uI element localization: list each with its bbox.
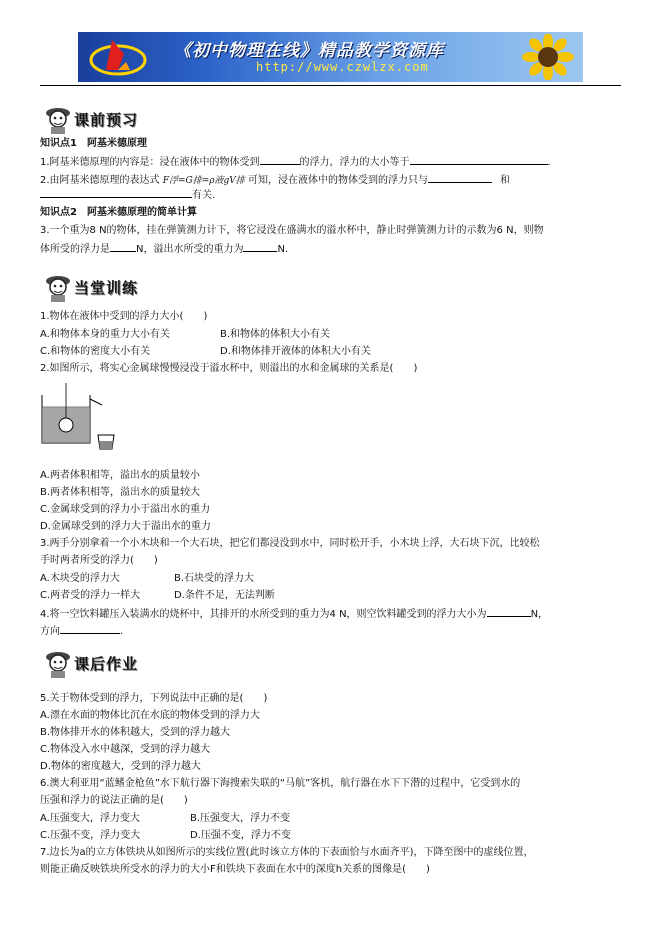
banner-title: 《初中物理在线》精品教学资源库 [174,41,444,61]
c2-option-a[interactable]: A.两者体积相等，溢出水的质量较小 [40,470,200,481]
header-rule [40,85,621,86]
q1-text-a: 1.阿基米德原理的内容是：浸在液体中的物体受到 [40,157,260,168]
q3-text-c: N，溢出水所受的重力为 [136,244,244,255]
c2: 2.如图所示，将实心金属球慢慢浸没于溢水杯中，则溢出的水和金属球的关系是( ) [40,363,418,374]
c3-option-c[interactable]: C.两者受的浮力一样大 [40,590,141,601]
h7-line-1: 7.边长为a的立方体铁块从如图所示的实线位置(此时该立方体的下表面恰与水面齐平)，下降至图中的虚线位置， [40,847,534,858]
section-classroom [42,272,162,302]
section-preview-label: 课前预习 [74,111,139,129]
section-classroom-label: 当堂训练 [74,279,139,297]
c2-option-d[interactable]: D.金属球受到的浮力大于溢出水的重力 [40,521,211,532]
q1-blank-1[interactable] [260,154,300,165]
h7-line-2: 则能正确反映铁块所受水的浮力的大小F和铁块下表面在水中的深度h关系的图像是( ) [40,864,430,875]
q1 [40,154,551,170]
section-homework [42,648,162,678]
q1-text-b: 的浮力，浮力的大小等于 [299,157,410,168]
q2-formula: F浮=G排=ρ液gV排 [162,176,245,186]
h5-option-a[interactable]: A.漂在水面的物体比沉在水底的物体受到的浮力大 [40,710,260,721]
cartoon-boy-icon [42,104,76,134]
q3-blank-1[interactable] [110,241,136,252]
overflow-cup-figure [40,383,120,458]
q2-text-a: 2.由阿基米德原理的表达式 [40,175,160,186]
c4-text-a: 4.将一空饮料罐压入装满水的烧杯中，其排开的水所受到的重力为4 N，则空饮料罐受到的浮力大小为 [40,609,487,620]
c4-line-1 [40,606,548,622]
h6-option-d[interactable]: D.压强不变，浮力不变 [190,830,291,841]
h5-option-b[interactable]: B.物体排开水的体积越大，受到的浮力越大 [40,727,231,738]
c3-line-2: 手时两者所受的浮力( ) [40,555,158,566]
q2-text-b: 可知，浸在液体中的物体受到的浮力只与 [248,175,428,186]
q1-text-c: . [547,157,551,168]
c3-option-b[interactable]: B.石块受的浮力大 [174,573,255,584]
c3-option-d[interactable]: D.条件不足，无法判断 [174,590,275,601]
h5-option-d[interactable]: D.物体的密度越大，受到的浮力越大 [40,761,201,772]
cartoon-boy-icon [42,272,76,302]
c2-option-b[interactable]: B.两者体积相等，溢出水的质量较大 [40,487,201,498]
q2-blank-1[interactable] [428,172,492,183]
c4-blank-1[interactable] [487,606,531,617]
h6-line-1: 6.澳大利亚用“蓝鳍金枪鱼”水下航行器下海搜索失联的“马航”客机，航行器在水下下潜的过程中，它受到水的 [40,778,521,789]
c4-text-c: 方向 [40,626,60,637]
logo-icon [88,36,148,78]
h6-option-b[interactable]: B.压强变大，浮力不变 [190,813,291,824]
h5-option-c[interactable]: C.物体没入水中越深，受到的浮力越大 [40,744,211,755]
knowledge-point-2: 知识点2 阿基米德原理的简单计算 [40,207,197,218]
q3-line-1: 3.一个重为8 N的物体，挂在弹簧测力计下，将它浸没在盛满水的溢水杯中，静止时弹簧测力计的示数为6 N，则物 [40,225,544,236]
h6-line-2: 压强和浮力的说法正确的是( ) [40,795,188,806]
section-homework-label: 课后作业 [74,655,139,673]
knowledge-point-1: 知识点1 阿基米德原理 [40,138,147,149]
h5: 5.关于物体受到的浮力，下列说法中正确的是( ) [40,693,268,704]
section-preview [42,104,162,134]
c1-option-c[interactable]: C.和物体的密度大小有关 [40,346,151,357]
c4-text-d: . [120,626,124,637]
c1-option-a[interactable]: A.和物体本身的重力大小有关 [40,329,170,340]
c3-option-a[interactable]: A.木块受的浮力大 [40,573,120,584]
cartoon-boy-icon [42,648,76,678]
c4-line-2 [40,623,123,639]
q2-text-d: 有关. [192,190,216,201]
q3-text-b: 体所受的浮力是 [40,244,110,255]
c4-text-b: N， [530,609,549,620]
c4-blank-2[interactable] [60,623,120,634]
c1: 1.物体在液体中受到的浮力大小( ) [40,311,208,322]
q3-blank-2[interactable] [243,241,277,252]
q3-text-d: N. [277,244,289,255]
q1-blank-2[interactable] [410,154,548,165]
h6-option-c[interactable]: C.压强不变，浮力变大 [40,830,141,841]
banner-url[interactable]: http://www.czwlzx.com [256,60,429,74]
q2 [40,172,510,188]
sunflower-icon [519,34,577,80]
c2-option-c[interactable]: C.金属球受到的浮力小于溢出水的重力 [40,504,211,515]
header-banner [78,32,583,82]
q3-line-2 [40,241,288,257]
c3-line-1: 3.两手分别拿着一个小木块和一个大石块，把它们都浸没到水中，同时松开手，小木块上浮，大石块下沉，比较松 [40,538,540,549]
q2-cont [40,187,215,203]
q2-blank-2[interactable] [40,187,192,198]
h6-option-a[interactable]: A.压强变大，浮力变大 [40,813,140,824]
q2-text-c: 和 [500,175,510,186]
c1-option-d[interactable]: D.和物体排开液体的体积大小有关 [220,346,371,357]
c1-option-b[interactable]: B.和物体的体积大小有关 [220,329,331,340]
